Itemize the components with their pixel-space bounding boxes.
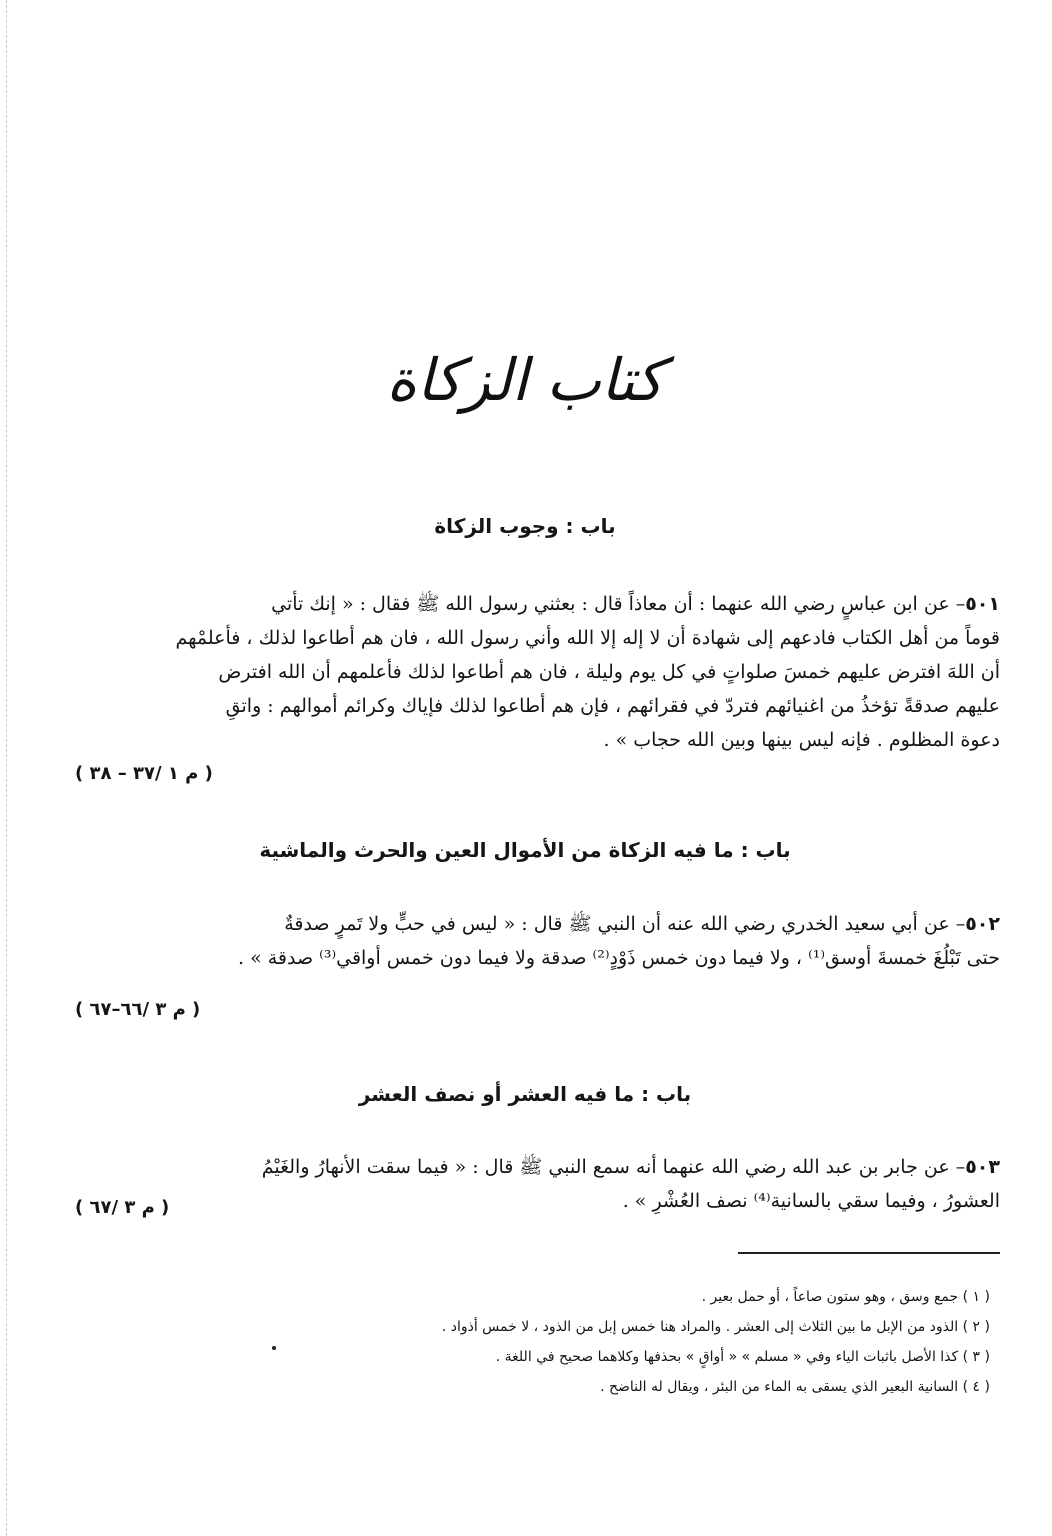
hadith-line: أن اللهَ افترض عليهم خمسَ صلواتٍ في كل يوم وليلة ، فان هم أطاعوا لذلك فأعلمهم أن الله افترض [218,661,1000,683]
hadith-text: – عن ابن عباسٍ رضي الله عنهما : أن معاذاً قال : بعثني رسول الله ﷺ فقال : « إنك تأتي [271,593,966,615]
hadith-line: قوماً من أهل الكتاب فادعهم إلى شهادة أن لا إله إلا الله وأني رسول الله ، فان هم أطاعوا لذلك ، فأعلمْهم [175,627,1000,649]
footnote-3: ( ٣ ) كذا الأصل باثبات الياء وفي « مسلم » « أواقٍ » بحذفها وكلاهما صحيح في اللغة . [495,1349,990,1365]
hadith-501 [50,587,1000,757]
hadith-line [50,907,1000,941]
hadith-503 [50,1150,1000,1218]
hadith-line: حتى تَبْلُغَ خمسةَ أوسق⁽¹⁾ ، ولا فيما دون خمس ذَوْدٍ⁽²⁾ صدقة ولا فيما دون خمس أواقي⁽³⁾ صدقة » . [237,947,1000,969]
footnote-2: ( ٢ ) الذود من الإبل ما بين الثلاث إلى العشر . والمراد هنا خمس إبل من الذود ، لا خمس أذواد . [441,1319,990,1335]
footnote-separator [738,1252,1000,1254]
hadith-number: ٥٠٣ [965,1156,1000,1178]
hadith-502 [50,907,1000,975]
source-reference: ( م ٣ /٦٧ ) [75,1197,170,1218]
binding-margin-line [6,0,7,1536]
hadith-number: ٥٠١ [965,593,1000,615]
footnote-4: ( ٤ ) السانية البعير الذي يسقى به الماء من البئر ، ويقال له الناضح . [600,1379,990,1395]
footnotes [280,1282,990,1402]
hadith-line: دعوة المظلوم . فإنه ليس بينها وبين الله حجاب » . [603,729,1000,751]
hadith-line: عليهم صدقةً تؤخذُ من اغنيائهم فتردّ في فقرائهم ، فإن هم أطاعوا لذلك فإياك وكرائم أموالهم : واتقِ [225,695,1000,717]
source-reference: ( م ٣ /٦٦–٦٧ ) [75,999,201,1020]
ink-speck [272,1346,276,1350]
hadith-text: – عن أبي سعيد الخدري رضي الله عنه أن النبي ﷺ قال : « ليس في حبٍّ ولا تَمرٍ صدقةٌ [284,913,966,935]
chapter-heading-zakatable-wealth: باب : ما فيه الزكاة من الأموال العين والحرث والماشية [259,838,791,862]
hadith-number: ٥٠٢ [965,913,1000,935]
hadith-line: العشورُ ، وفيما سقي بالسانية⁽⁴⁾ نصف العُشْرِ » . [622,1190,1000,1212]
chapter-heading-tithe: باب : ما فيه العشر أو نصف العشر [358,1082,692,1106]
book-title: كتاب الزكاة [386,346,664,414]
hadith-text: – عن جابر بن عبد الله رضي الله عنهما أنه سمع النبي ﷺ قال : « فيما سقت الأنهارُ والغَيْمُ [261,1156,966,1178]
chapter-heading-zakat-obligation: باب : وجوب الزكاة [434,514,616,538]
source-reference: ( م ١ /٣٧ – ٣٨ ) [75,763,213,784]
footnote-1: ( ١ ) جمع وسق ، وهو ستون صاعاً ، أو حمل بعير . [701,1289,990,1305]
hadith-line [50,1150,1000,1184]
hadith-line [50,587,1000,621]
